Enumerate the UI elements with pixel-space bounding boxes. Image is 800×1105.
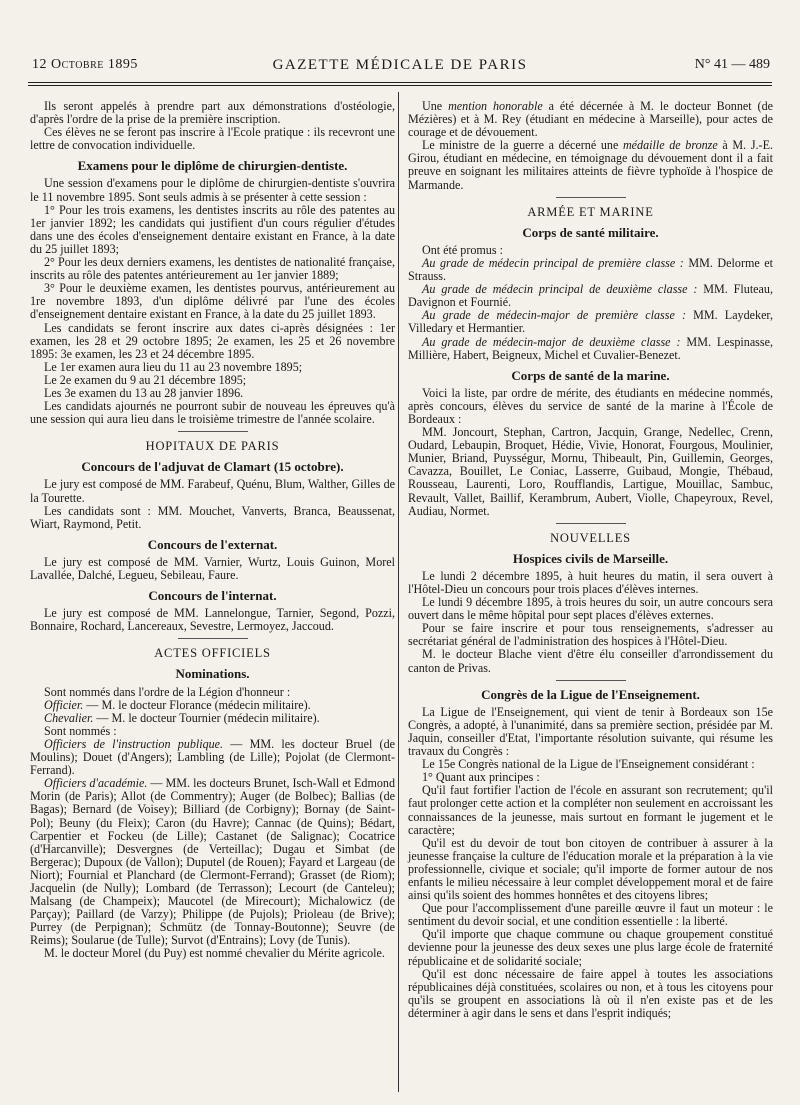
paragraph: M. le docteur Blache vient d'être élu conseiller d'arrondissement du canton de Privas. bbox=[408, 647, 773, 675]
paragraph: Qu'il importe que chaque commune ou chaque groupement constitué devienne pour la jeunesse des deux sexes une plus large école de fraternité républicaine et de solidarité sociale; bbox=[408, 927, 773, 968]
paragraph: Le jury est composé de MM. Farabeuf, Quénu, Blum, Walther, Gilles de la Tourette. bbox=[30, 477, 395, 505]
paragraph: Qu'il faut fortifier l'action de l'école en assurant son recrutement; qu'il faut prolonger cette action et la compléter non seulement en accroissant les connaissances de la jeunesse, mais surtout en formant le jugement et le caractère; bbox=[408, 783, 773, 837]
section-heading: Concours de l'externat. bbox=[147, 536, 278, 552]
paragraph: Au grade de médecin-major de deuxième classe : MM. Lespinasse, Millière, Habert, Beigneux, Michel et Cuvalier-Benezet. bbox=[408, 334, 773, 362]
issue-page-number: N° 41 — 489 bbox=[694, 57, 770, 72]
paragraph: Chevalier. — M. le docteur Tournier (médecin militaire). bbox=[44, 710, 320, 725]
paragraph: Qu'il est donc nécessaire de faire appel à toutes les associations républicaines déjà constituées, scolaires ou non, et à tous les citoyens pour qu'ils se groupent en associations là où il n'en existe pas et de les déterminer à agir dans le sens et dans l'esprit indiqués; bbox=[408, 966, 773, 1020]
paragraph: Le ministre de la guerre a décerné une médaille de bronze à M. J.-E. Girou, étudiant en médecine, en témoignage du dévouement dont il a fait preuve en soignant les militaires atteints de fièvre typhoïde à l'hospice de Marmande. bbox=[408, 138, 773, 192]
separator bbox=[556, 523, 626, 524]
paragraph: Les 3e examen du 13 au 28 janvier 1896. bbox=[44, 385, 244, 400]
separator bbox=[178, 638, 248, 639]
paragraph: Ont été promus : bbox=[422, 242, 503, 257]
section-heading: Examens pour le diplôme de chirurgien-dentiste. bbox=[77, 158, 348, 174]
column-divider bbox=[398, 92, 399, 1092]
separator bbox=[556, 197, 626, 198]
paragraph: Le lundi 9 décembre 1895, à trois heures du soir, un autre concours sera ouvert dans le même hôpital pour sept places d'élèves externes. bbox=[408, 595, 773, 623]
paragraph: La Ligue de l'Enseignement, qui vient de tenir à Bordeaux son 15e Congrès, a adopté, à l'unanimité, dans sa première section, présidée par M. Jaquin, conseiller d'Etat, l'importante résolution suivante, qui résume les travaux du Congrès : bbox=[408, 704, 773, 759]
paragraph: Qu'il est du devoir de tout bon citoyen de contribuer à assurer à la jeunesse française la culture de l'éducation morale et la préparation à la vie professionnelle, civique et sociale; qu'il importe de former autour de nos enfants le milieu nécessaire à leur complet développement moral et de faire ainsi qu'ils soient des hommes honnêtes et des citoyens libres; bbox=[408, 835, 774, 903]
journal-title: GAZETTE MÉDICALE DE PARIS bbox=[272, 57, 528, 73]
paragraph: Pour se faire inscrire et pour tous renseignements, s'adresser au secrétariat général de l'administration des hospices à l'Hôtel-Dieu. bbox=[408, 621, 773, 649]
paragraph: Sont nommés : bbox=[44, 723, 117, 738]
section-title: HOPITAUX DE PARIS bbox=[145, 439, 280, 454]
header-rule bbox=[28, 82, 772, 86]
paragraph: Le jury est composé de MM. Lannelongue, Tarnier, Segond, Pozzi, Bonnaire, Rochard, Lancereaux, Sevestre, Lermoyez, Jaccoud. bbox=[30, 606, 395, 634]
paragraph: Voici la liste, par ordre de mérite, des étudiants en médecine nommés, après concours, élèves du service de santé de la marine à l'École de Bordeaux : bbox=[408, 385, 773, 426]
section-heading: Concours de l'adjuvat de Clamart (15 octobre). bbox=[81, 459, 344, 475]
paragraph: Au grade de médecin-major de première classe : MM. Laydeker, Villedary et Hermantier. bbox=[408, 308, 774, 336]
section-heading: Nominations. bbox=[175, 666, 250, 682]
paragraph: M. le docteur Morel (du Puy) est nommé chevalier du Mérite agricole. bbox=[44, 946, 385, 961]
label: Officiers d'académie. bbox=[44, 776, 148, 791]
paragraph: Le lundi 2 décembre 1895, à huit heures du matin, il sera ouvert à l'Hôtel-Dieu un concours pour trois places d'élèves internes. bbox=[408, 568, 773, 596]
header-date: 12 Octobre 1895 bbox=[32, 57, 138, 72]
paragraph: Au grade de médecin principal de deuxième classe : MM. Fluteau, Davignon et Fournié. bbox=[408, 282, 773, 310]
paragraph: Officiers de l'instruction publique. — MM. les docteur Bruel (de Moulins); Douet (d'Angers); Lambling (de Lille); Pojolat (de Clermont-Ferrand). bbox=[30, 736, 395, 778]
paragraph: Le 1er examen aura lieu du 11 au 23 novembre 1895; bbox=[44, 359, 303, 374]
left-column bbox=[30, 100, 395, 961]
section-heading: Corps de santé de la marine. bbox=[511, 367, 670, 383]
paragraph: 1° Quant aux principes : bbox=[422, 770, 540, 785]
paragraph: Officiers d'académie. — MM. les docteurs Brunet, Isch-Wall et Edmond Morin (de Paris); Allot (de Commentry); Auger (de Bolbec); Ballias (de Bagas); Bernard (de Voisey); Billiard (de Corbigny); Bornay (de Saint-Pol); Beuny (du Fleix); Caron (du Havre); Cannac (de Quins); Bédart, Carpentier et Fockeu (de Lille); Castanet (de Salignac); Cocatrice (d'Harcanville); Desvergnes (de Verteillac); Dugau et Simbat (de Bergerac); Dupoux (de Vallon); Duputel (de Rouen); Fayard et Largeau (de Niort); Fournial et Planchard (de Clermont-Ferrand); Grasset (de Riom); Jacquelin (de Nully); Lombard (de Terrasson); Lecourt (de Canteleu); Malsang (de Champeix); Maucotel (de Mirecourt); Michalowicz (de Parçay); Paillard (de Varzy); Philippe (de Pujols); Prioleau (de Brive); Purrey (de Perpignan); Schmütz (de Tonnay-Boutonne); Seuvre (de Reims); Soularue (de Tulle); Survot (d'Entrains); Lovy (de Tunis). bbox=[30, 776, 396, 948]
paragraph: Ils seront appelés à prendre part aux démonstrations d'ostéologie, d'après l'ordre de la prise de la première inscription. bbox=[30, 99, 395, 127]
section-heading: Hospices civils de Marseille. bbox=[512, 550, 669, 566]
paragraph: Ces élèves ne se feront pas inscrire à l'Ecole pratique : ils recevront une lettre de convocation individuelle. bbox=[30, 125, 395, 153]
section-heading: Concours de l'internat. bbox=[148, 588, 277, 604]
separator bbox=[556, 680, 626, 681]
label: Officier. bbox=[44, 697, 84, 712]
paragraph: Le jury est composé de MM. Varnier, Wurtz, Louis Guinon, Morel Lavallée, Dalché, Legueu, Sebileau, Faure. bbox=[30, 554, 395, 582]
paragraph: Le 15e Congrès national de la Ligue de l'Enseignement considérant : bbox=[422, 757, 755, 772]
section-heading: Congrès de la Ligue de l'Enseignement. bbox=[481, 686, 700, 702]
paragraph: Une mention honorable a été décernée à M. le docteur Bonnet (de Mézières) et à M. Rey (étudiant en médecine à Marseille), pour actes de courage et de dévouement. bbox=[408, 99, 773, 140]
paragraph: Les candidats se feront inscrire aux dates ci-après désignées : 1er examen, les 28 et 29 octobre 1895; 2e examen, les 25 et 26 novembre 1895: 3e examen, les 23 et 24 décembre 1895. bbox=[30, 320, 395, 361]
paragraph: 3° Pour le deuxième examen, les dentistes pourvus, antérieurement au 1re novembre 1893, d'un diplôme délivré par l'une des écoles d'enseignement dentaire existant en France, à la date du 25 juillet 1893. bbox=[30, 281, 395, 322]
paragraph: Que pour l'accomplissement d'une pareille œuvre il faut un moteur : le sentiment du devoir social, et une condition essentielle : la liberté. bbox=[408, 901, 773, 929]
paragraph: 1° Pour les trois examens, les dentistes inscrits au rôle des patentes au 1er janvier 1892; les candidats qui justifient d'un cours régulier d'études dans une des écoles d'enseignement dentaire existant en France, à la date du 25 juillet 1893; bbox=[30, 202, 395, 256]
paragraph: Sont nommés dans l'ordre de la Légion d'honneur : bbox=[44, 684, 291, 699]
section-title: ACTES OFFICIELS bbox=[154, 646, 271, 661]
paragraph: 2° Pour les deux derniers examens, les dentistes de nationalité française, inscrits au rôle des patentes antérieurement au 1er janvier 1889; bbox=[30, 255, 395, 283]
paragraph: Officier. — M. le docteur Florance (médecin militaire). bbox=[44, 697, 311, 712]
paragraph: Une session d'examens pour le diplôme de chirurgien-dentiste s'ouvrira le 11 novembre 1895. Sont seuls admis à se présenter à cette session : bbox=[30, 176, 395, 204]
paragraph: Les candidats ajournés ne pourront subir de nouveau les épreuves qu'à une session qui aura lieu dans le troisième trimestre de l'année scolaire. bbox=[30, 399, 395, 427]
label: Chevalier. bbox=[44, 710, 94, 725]
section-heading: Corps de santé militaire. bbox=[522, 224, 659, 240]
right-column bbox=[408, 100, 773, 1020]
paragraph: Les candidats sont : MM. Mouchet, Vanverts, Branca, Beaussenat, Wiart, Raymond, Petit. bbox=[30, 503, 395, 531]
section-title: ARMÉE ET MARINE bbox=[527, 204, 654, 219]
paragraph: MM. Joncourt, Stephan, Cartron, Jacquin, Grange, Nedellec, Crenn, Oudard, Lebaupin, Broquet, Hédie, Vivie, Honorat, Fourgous, Moulinier, Munier, Briand, Puysségur, Mornu, Thibeault, Pin, Guillemin, Georges, Cavazza, Bouillet, Le Coniac, Lasserre, Guibaud, Mongie, Thébaud, Rousseau, Laurenti, Loro, Roufflandis, Lartigue, Mouillac, Sambuc, Revault, Vallet, Baillif, Kerambrum, Aubert, Violle, Chapeyroux, Revel, Audiau, Normet. bbox=[408, 425, 773, 518]
separator bbox=[178, 431, 248, 432]
paragraph: Le 2e examen du 9 au 21 décembre 1895; bbox=[44, 372, 247, 387]
section-title: NOUVELLES bbox=[550, 530, 631, 545]
paragraph: Au grade de médecin principal de première classe : MM. Delorme et Strauss. bbox=[408, 255, 774, 284]
label: Officiers de l'instruction publique. bbox=[44, 736, 224, 751]
page-header bbox=[30, 52, 770, 78]
